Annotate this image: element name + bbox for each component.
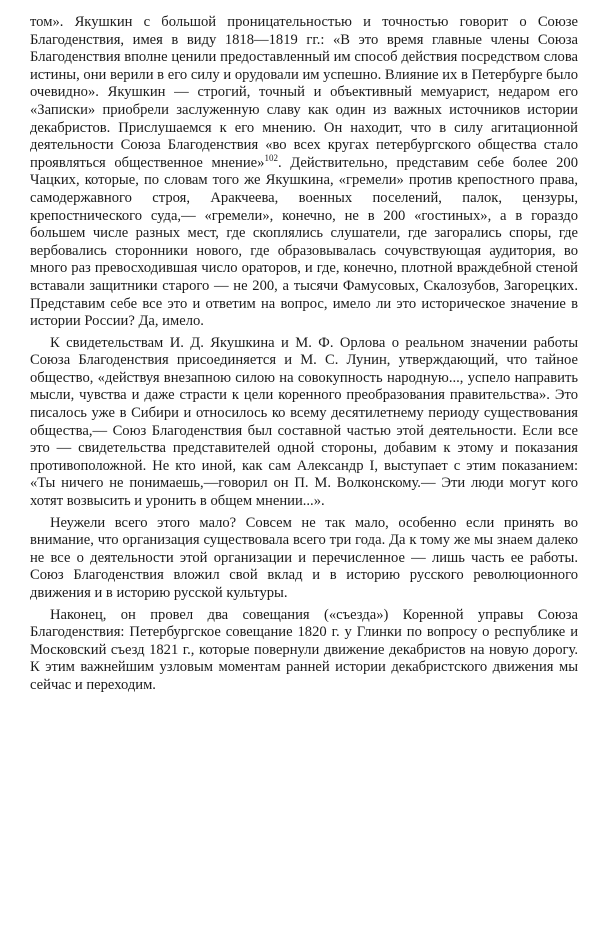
paragraph-1 — [30, 14, 578, 331]
document-page — [30, 14, 578, 699]
paragraph-3 — [30, 515, 578, 603]
paragraph-4 — [30, 607, 578, 695]
paragraph-3-text: Неужели всего этого мало? Совсем не так мало, особенно если принять во внимание, что организация существовала всего три года. Да к тому же мы знаем далеко не все о деятельности этой организации и перечисленное — лишь часть ее работы. Союз Благоденствия вложил свой вклад и в историю русского революционного движения и в историю русской культуры. — [30, 514, 578, 601]
paragraph-4-text: Наконец, он провел два совещания («съезда») Коренной управы Союза Благоденствия: Петербургское совещание 1820 г. у Глинки по вопросу о республике и Московский съезд 1821 г., которые повернули движение декабристов на новую дорогу. К этим важнейшим узловым моментам ранней истории декабристского движения мы сейчас и переходим. — [30, 606, 578, 693]
footnote-ref-102[interactable]: 102 — [264, 152, 278, 163]
paragraph-1-text: том». Якушкин с большой проницательностью и точностью говорит о Союзе Благоденствия, имея в виду 1818—1819 гг.: «В это время главные члены Союза Благоденствия вполне ценили предоставленный им способ действия посредством слова истины, они верили в его силу и орудовали им успешно. Влияние их в Петербурге было очевидно». Якушкин — строгий, точный и объективный мемуарист, недаром его «Записки» приобрели заслуженную славу как один из важных источников истории декабристов. Прислушаемся к его мнению. Он находит, что в силу агитационной деятельности Союза Благоденствия «во всех кругах петербургского общества стало проявляться общественное мнение» — [30, 14, 578, 171]
paragraph-2 — [30, 335, 578, 511]
paragraph-1-tail: . Действительно, представим себе более 200 Чацких, которые, по словам того же Якушкина, «гремели» против крепостного права, самодержавного строя, Аракчеева, военных поселений, палок, цензуры, крепостнического суда,— «гремели», конечно, не в 200 «гостиных», а в гораздо большем числе разных мест, где скоплялись слушатели, где загорались споры, где вербовались сторонники нового, где образовывалась сочувствующая аудитория, во много раз превосходившая число ораторов, и где, конечно, плотной враждебной стеной вставали защитники старого — не 200, а тысячи Фамусовых, Скалозубов, Загорецких. Представим себе все это и ответим на вопрос, имело ли это историческое значение в истории России? Да, имело. — [30, 154, 578, 330]
paragraph-2-text: К свидетельствам И. Д. Якушкина и М. Ф. Орлова о реальном значении работы Союза Благоденствия присоединяется и М. С. Лунин, утверждающий, что тайное общество, «действуя внезапною силою на совокупность народную..., успело направить мысли, чувства и даже страсти к цели коренного преобразования правительства». Это писалось уже в Сибири и относилось ко всему десятилетнему периоду существования общества,— Союз Благоденствия был составной частью этой деятельности. Если все это — свидетельства представителей одной стороны, добавим к этому и показания противоположной. Не кто иной, как сам Александр I, выступает с этим показанием: «Ты ничего не понимаешь,—говорил он П. М. Волконскому.— Эти люди могут кого хотят возвысить и уронить в общем мнении...». — [30, 334, 578, 510]
